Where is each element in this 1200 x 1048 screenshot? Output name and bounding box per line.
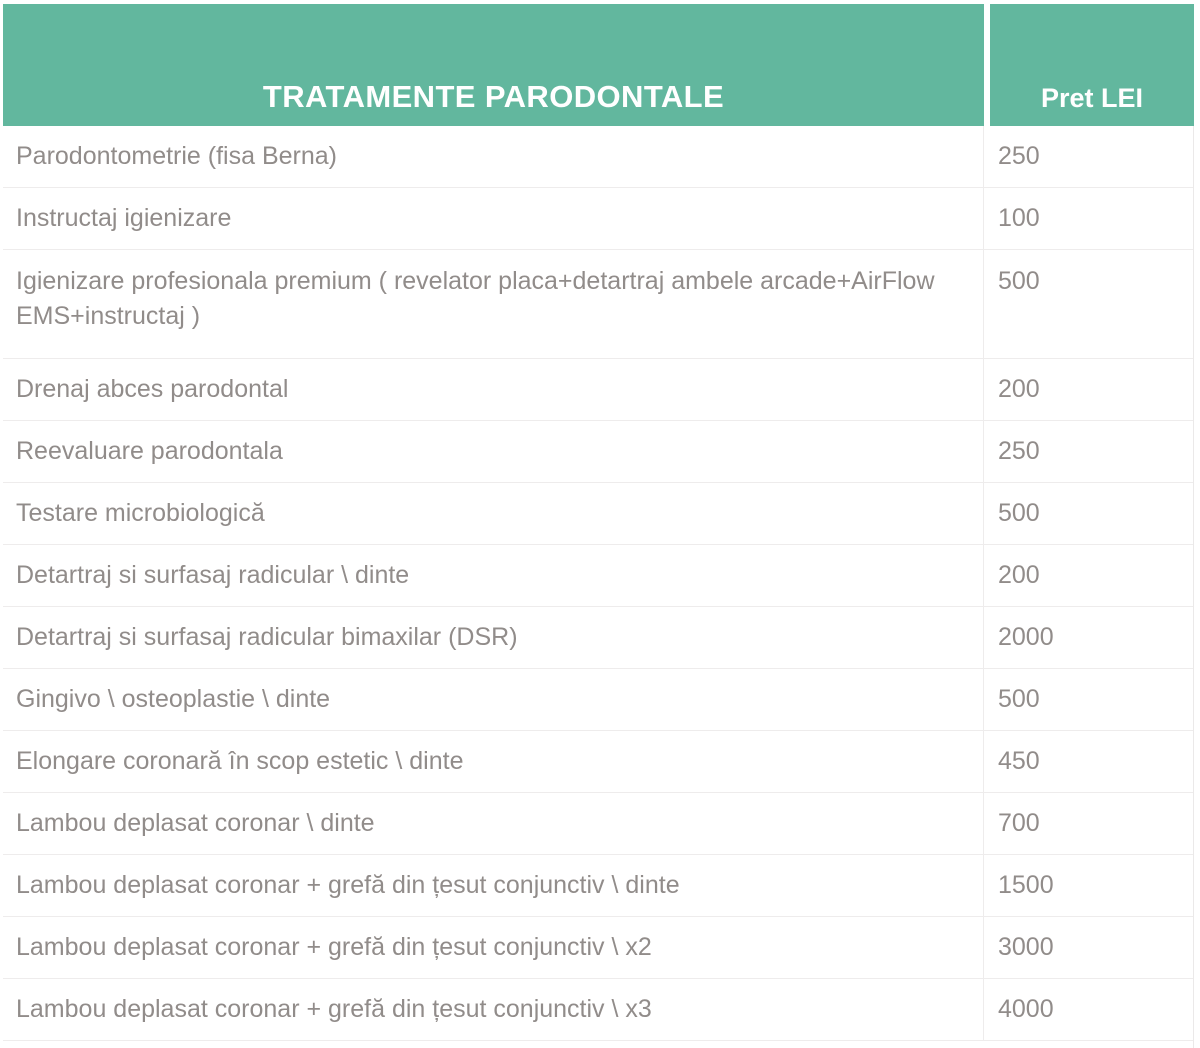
cell-price-value (984, 917, 1193, 978)
table-row (3, 126, 1193, 188)
table-row (3, 483, 1193, 545)
cell-price-value (984, 731, 1193, 792)
price-value-label: 700 (998, 809, 1040, 838)
service-name-label: Igienizare profesionala premium ( revelator placa+detartraj ambele arcade+AirFlow EMS+instructaj ) (16, 267, 935, 330)
service-name-label: Lambou deplasat coronar + grefă din țesut conjunctiv \ x3 (16, 995, 652, 1024)
cell-price-value (984, 359, 1193, 420)
table-row (3, 731, 1193, 793)
cell-service-name (3, 250, 984, 358)
price-value-label: 250 (998, 437, 1040, 466)
service-name-label: Lambou deplasat coronar + grefă din țesut conjunctiv \ x2 (16, 933, 652, 962)
service-name-label: Drenaj abces parodontal (16, 375, 289, 404)
price-value-label: 500 (998, 499, 1040, 528)
price-value-label: 450 (998, 747, 1040, 776)
service-name-label: Elongare coronară în scop estetic \ dinte (16, 747, 464, 776)
cell-service-name (3, 855, 984, 916)
table-row (3, 917, 1193, 979)
cell-price-value (984, 607, 1193, 668)
cell-service-name (3, 545, 984, 606)
table-row (3, 607, 1193, 669)
service-name-label: Detartraj si surfasaj radicular \ dinte (16, 561, 410, 590)
service-name-label: Lambou deplasat coronar + grefă din țesut conjunctiv \ dinte (16, 871, 680, 900)
cell-price-value (984, 421, 1193, 482)
table-body (3, 126, 1194, 1048)
price-value-label: 250 (998, 142, 1040, 171)
table-row (3, 250, 1193, 359)
service-name-label: Testare microbiologică (16, 499, 265, 528)
cell-service-name (3, 917, 984, 978)
header-cell-service (3, 4, 984, 126)
cell-service-name (3, 979, 984, 1040)
price-value-label: 4000 (998, 995, 1054, 1024)
cell-price-value (984, 126, 1193, 187)
price-value-label: 200 (998, 561, 1040, 590)
cell-price-value (984, 669, 1193, 730)
cell-service-name (3, 731, 984, 792)
cell-price-value (984, 250, 1193, 358)
cell-price-value (984, 979, 1193, 1040)
table-row (3, 188, 1193, 250)
price-value-label: 500 (998, 685, 1040, 714)
cell-service-name (3, 188, 984, 249)
cell-service-name (3, 483, 984, 544)
table-row (3, 979, 1193, 1041)
price-value-label: 1500 (998, 871, 1054, 900)
service-column-header-label: TRATAMENTE PARODONTALE (262, 79, 725, 114)
cell-price-value (984, 545, 1193, 606)
table-row (3, 545, 1193, 607)
price-value-label: 200 (998, 375, 1040, 404)
cell-service-name (3, 607, 984, 668)
header-cell-price (990, 4, 1194, 126)
price-value-label: 500 (998, 267, 1040, 295)
table-row (3, 669, 1193, 731)
price-column-header-label: Pret LEI (1040, 83, 1144, 113)
cell-service-name (3, 669, 984, 730)
cell-service-name (3, 359, 984, 420)
service-name-label: Gingivo \ osteoplastie \ dinte (16, 685, 331, 714)
service-name-label: Detartraj si surfasaj radicular bimaxilar (DSR) (16, 623, 518, 652)
table-row (3, 855, 1193, 917)
cell-service-name (3, 421, 984, 482)
table-row (3, 359, 1193, 421)
table-row (3, 793, 1193, 855)
table-row (3, 421, 1193, 483)
cell-service-name (3, 793, 984, 854)
cell-price-value (984, 855, 1193, 916)
price-value-label: 3000 (998, 933, 1054, 962)
cell-price-value (984, 483, 1193, 544)
price-value-label: 100 (998, 204, 1040, 233)
service-name-label: Instructaj igienizare (16, 204, 232, 233)
service-name-label: Parodontometrie (fisa Berna) (16, 142, 337, 171)
cell-price-value (984, 793, 1193, 854)
cell-price-value (984, 188, 1193, 249)
service-name-label: Reevaluare parodontala (16, 437, 283, 466)
table-header-row (3, 4, 1194, 126)
cell-service-name (3, 126, 984, 187)
service-name-label: Lambou deplasat coronar \ dinte (16, 809, 375, 838)
price-value-label: 2000 (998, 623, 1054, 652)
